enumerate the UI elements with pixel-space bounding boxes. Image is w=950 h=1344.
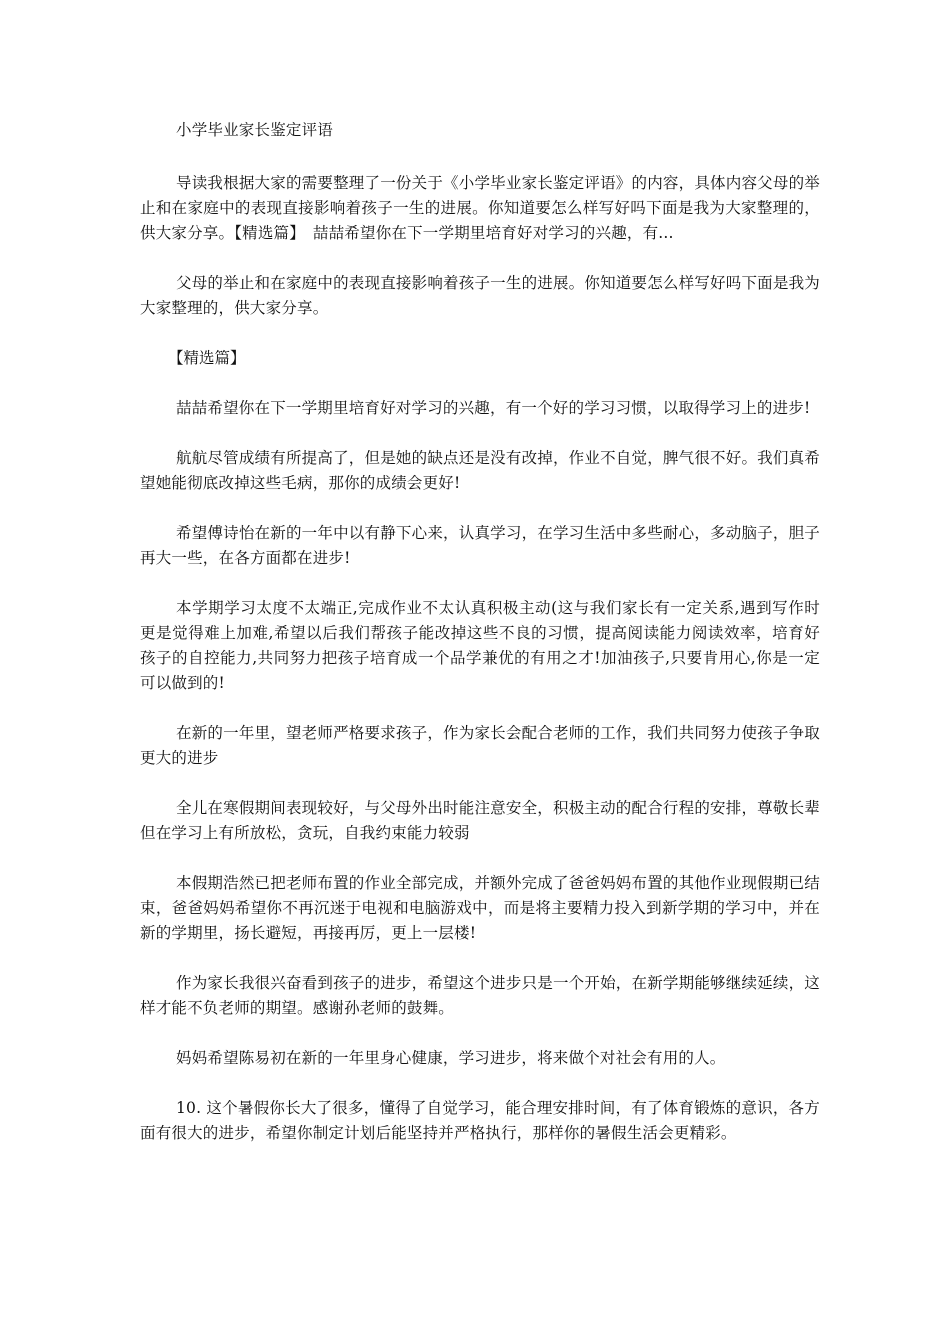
comment-paragraph: 在新的一年里，望老师严格要求孩子，作为家长会配合老师的工作，我们共同努力使孩子争取更大的进步 — [140, 724, 820, 767]
spacer — [140, 771, 820, 796]
spacer — [140, 1071, 820, 1096]
spacer — [140, 246, 820, 271]
spacer — [140, 142, 820, 171]
spacer — [140, 946, 820, 971]
comment-paragraph: 本学期学习太度不太端正,完成作业不太认真积极主动(这与我们家长有一定关系,遇到写作时更是觉得难上加难,希望以后我们帮孩子能改掉这些不良的习惯，提高阅读能力阅读效率，培育好孩子的自控能力,共同努力把孩子培育成一个品学兼优的有用之才!加油孩子,只要肯用心,你是一定可以做到的! — [140, 599, 820, 692]
document-title: 小学毕业家长鉴定评语 — [176, 121, 334, 139]
spacer — [140, 496, 820, 521]
comment-paragraph: 10. 这个暑假你长大了很多，懂得了自觉学习，能合理安排时间，有了体育锻炼的意识，各方面有很大的进步，希望你制定计划后能坚持并严格执行，那样你的暑假生活会更精彩。 — [140, 1099, 820, 1142]
spacer — [140, 371, 820, 396]
comment-paragraph: 航航尽管成绩有所提高了，但是她的缺点还是没有改掉，作业不自觉，脾气很不好。我们真希望她能彻底改掉这些毛病，那你的成绩会更好! — [140, 449, 820, 492]
spacer — [140, 571, 820, 596]
spacer — [140, 846, 820, 871]
spacer — [140, 321, 820, 346]
spacer — [140, 1021, 820, 1046]
section-heading: 【精选篇】 — [168, 349, 246, 367]
spacer — [140, 696, 820, 721]
body-paragraph: 父母的举止和在家庭中的表现直接影响着孩子一生的进展。你知道要怎么样写好吗下面是我为大家整理的，供大家分享。 — [140, 274, 820, 317]
comment-paragraph: 本假期浩然已把老师布置的作业全部完成，并额外完成了爸爸妈妈布置的其他作业现假期已结束，爸爸妈妈希望你不再沉迷于电视和电脑游戏中，而是将主要精力投入到新学期的学习中，并在新的学期里，扬长避短，再接再厉，更上一层楼! — [140, 874, 820, 942]
comment-paragraph: 希望傅诗怡在新的一年中以有静下心来，认真学习，在学习生活中多些耐心，多动脑子，胆子再大一些，在各方面都在进步! — [140, 524, 820, 567]
spacer — [140, 421, 820, 446]
comment-paragraph: 作为家长我很兴奋看到孩子的进步，希望这个进步只是一个开始，在新学期能够继续延续，这样才能不负老师的期望。感谢孙老师的鼓舞。 — [140, 974, 820, 1017]
document-page — [140, 118, 820, 1146]
intro-paragraph: 导读我根据大家的需要整理了一份关于《小学毕业家长鉴定评语》的内容，具体内容父母的举止和在家庭中的表现直接影响着孩子一生的进展。你知道要怎么样写好吗下面是我为大家整理的，供大家分享。【精选篇】 喆喆希望你在下一学期里培育好对学习的兴趣，有... — [140, 174, 820, 242]
comment-paragraph: 喆喆希望你在下一学期里培育好对学习的兴趣，有一个好的学习习惯，以取得学习上的进步! — [176, 399, 811, 417]
comment-paragraph: 妈妈希望陈易初在新的一年里身心健康，学习进步，将来做个对社会有用的人。 — [176, 1049, 726, 1067]
comment-paragraph: 全儿在寒假期间表现较好，与父母外出时能注意安全，积极主动的配合行程的安排，尊敬长辈但在学习上有所放松，贪玩，自我约束能力较弱 — [140, 799, 820, 842]
